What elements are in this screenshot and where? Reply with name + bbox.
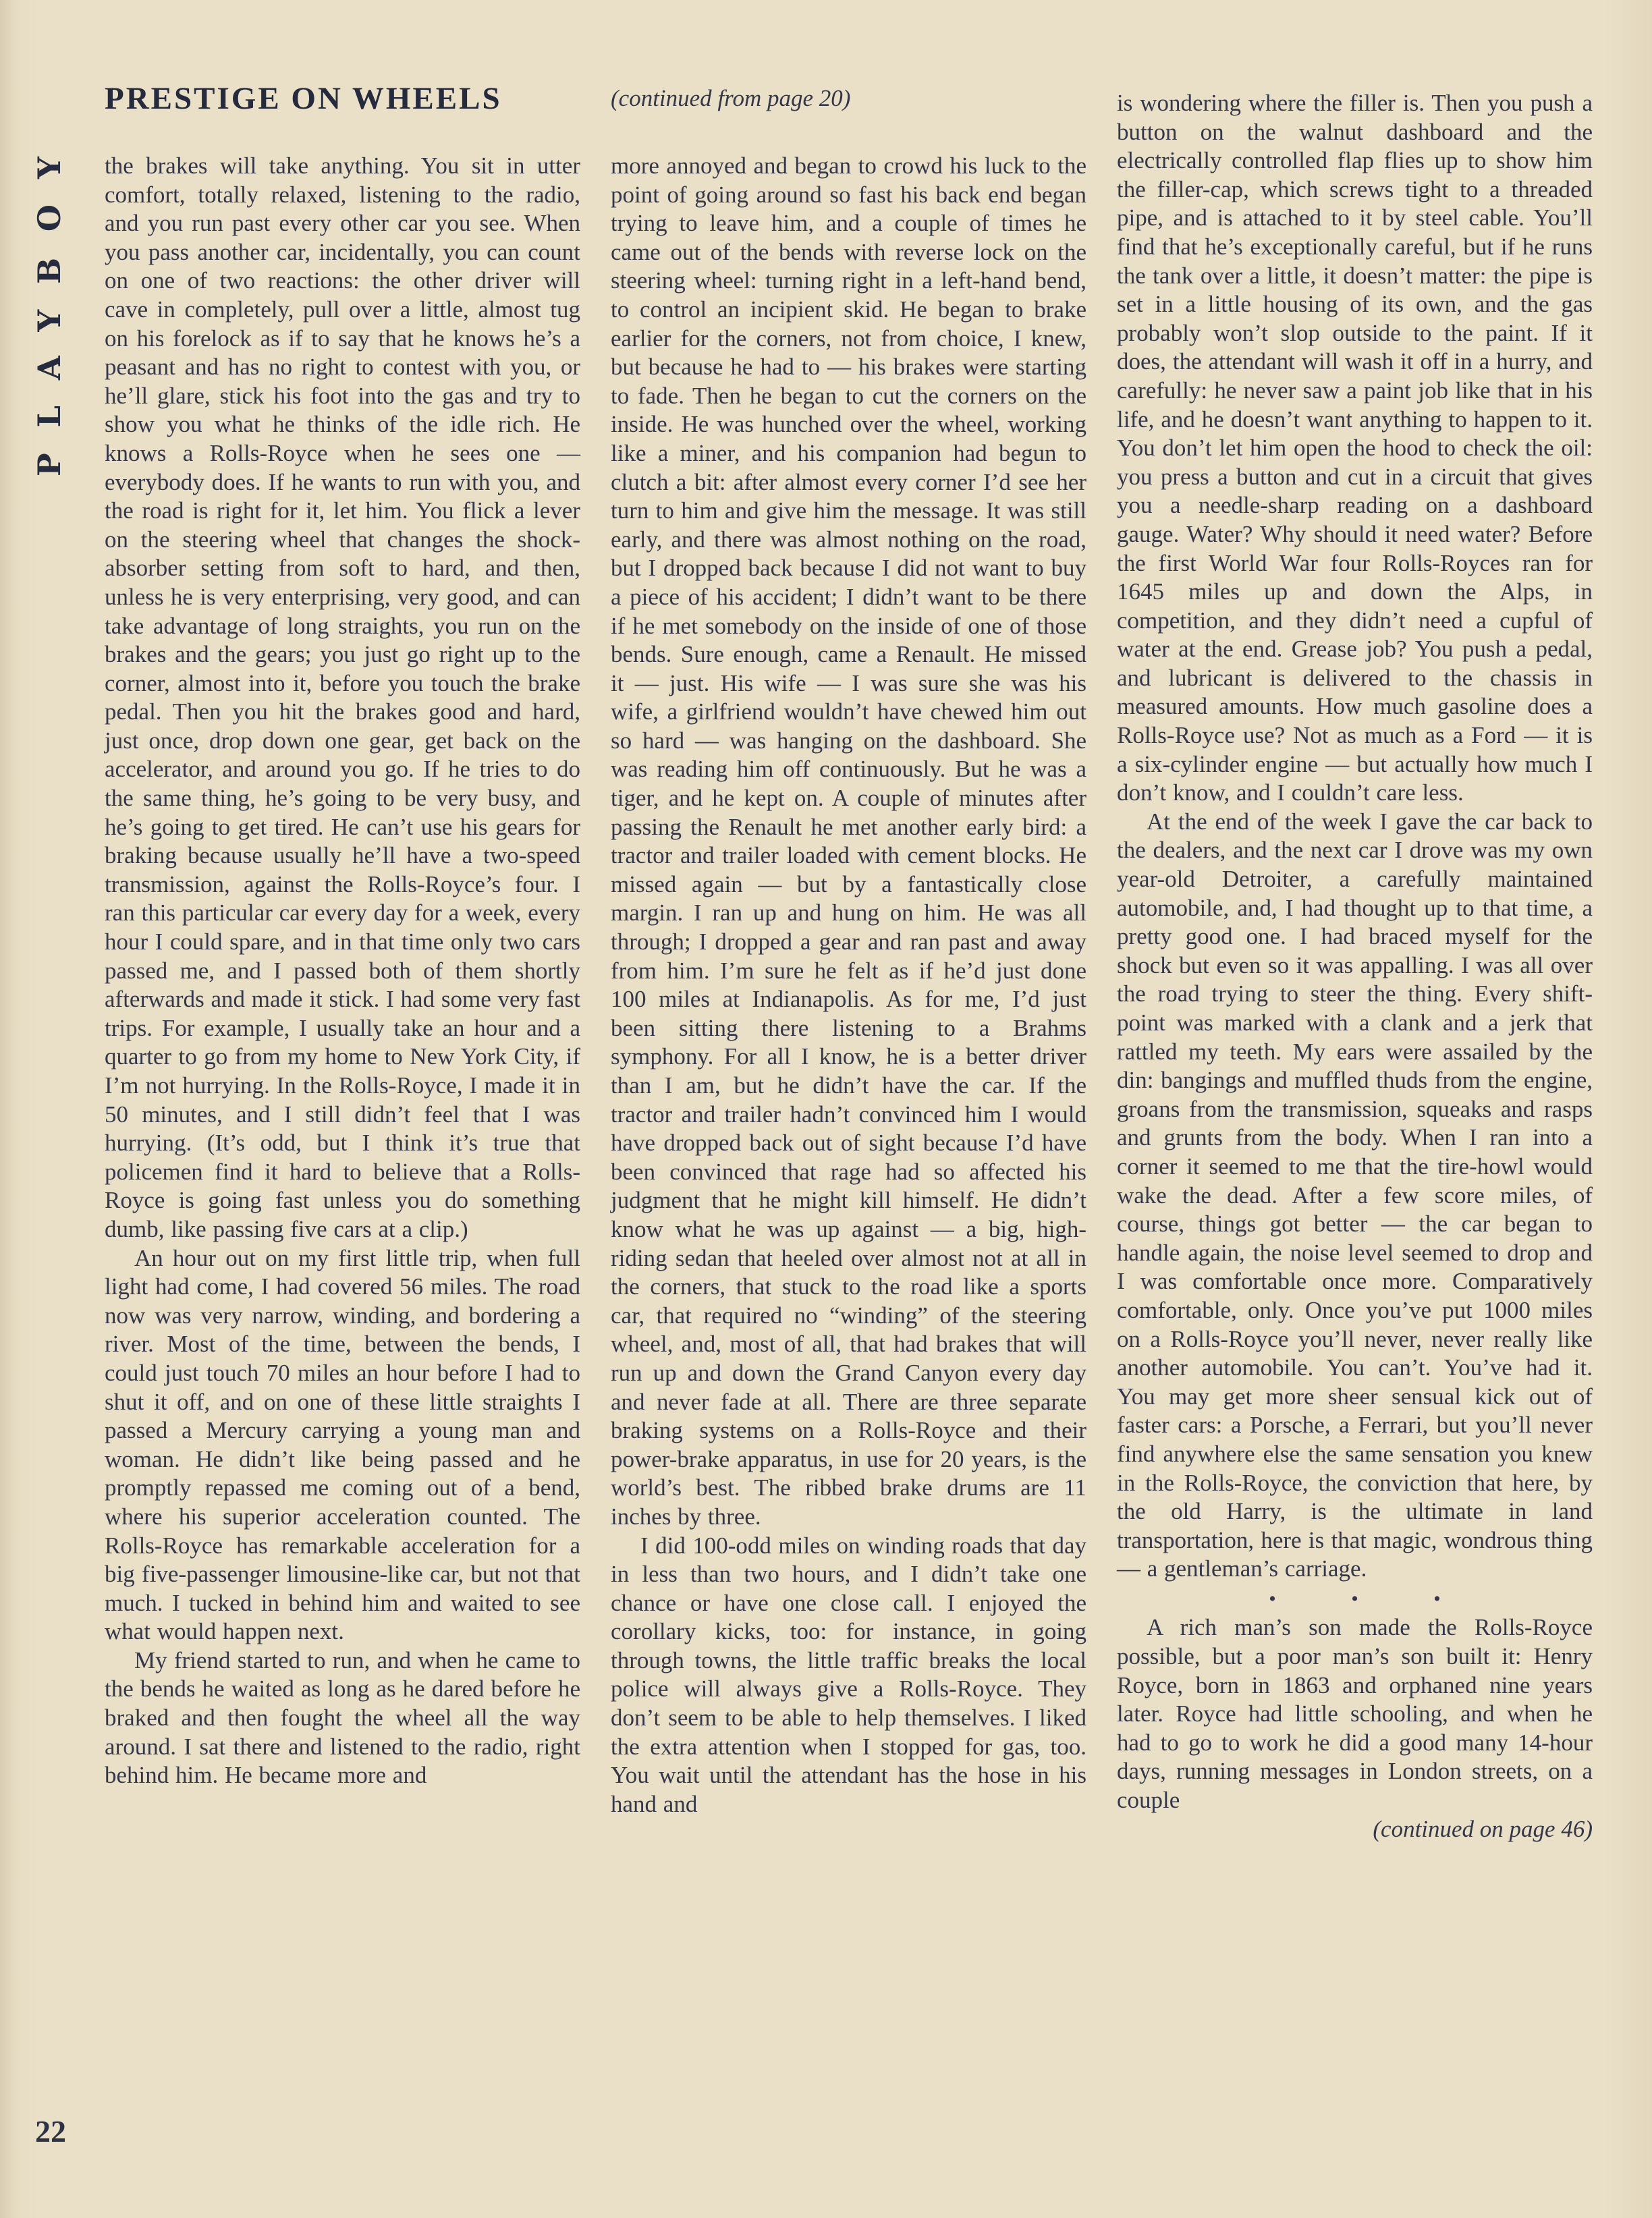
page-number: 22 bbox=[35, 2114, 66, 2148]
paragraph: the brakes will take anything. You sit in utter comfort, totally relaxed, listening to the radio, and you run past every other car you see. When you pass another car, incidentally, you can count on one of two reactions: the other driver will cave in completely, pull over a little, almost tug on his forelock as if to say that he knows he’s a peasant and has no right to contest with you, or he’ll glare, stick his foot into the gas and try to show you what he thinks of the idle rich. He knows a Rolls-Royce when he sees one — everybody does. If he wants to run with you, and the road is right for it, let him. You flick a lever on the steering wheel that changes the shock-absorber setting from soft to hard, and then, unless he is very enterprising, very good, and can take advantage of long straights, you run on the brakes and the gears; you just go right up to the corner, almost into it, before you touch the brake pedal. Then you hit the brakes good and hard, just once, drop down one gear, get back on the accelerator, and around you go. If he tries to do the same thing, he’s going to be very busy, and he’s going to get tired. He can’t use his gears for braking because usually he’ll have a two-speed transmission, against the Rolls-Royce’s four. I ran this particular car every day for a week, every hour I could spare, and in that time only two cars passed me, and I passed both of them shortly afterwards and made it stick. I had some very fast trips. For example, I usually take an hour and a quarter to go from my home to New York City, if I’m not hurrying. In the Rolls-Royce, I made it in 50 minutes, and I still didn’t feel that I was hurrying. (It’s odd, but I think it’s true that policemen find it hard to believe that a Rolls-Royce is going fast unless you do something dumb, like passing five cars at a clip.) bbox=[105, 153, 580, 1242]
article-content bbox=[105, 81, 1593, 1843]
paragraph: I did 100-odd miles on winding roads that day in less than two hours, and I didn’t take one chance or have one close call. I enjoyed the corollary kicks, too: for instance, in going through towns, the little traffic breaks the local police will always give a Rolls-Royce. They don’t seem to be able to help themselves. I liked the extra attention when I stopped for gas, too. You wait until the attendant has the hose in his hand and bbox=[611, 1532, 1086, 1817]
paragraph: At the end of the week I gave the car back to the dealers, and the next car I drove was my own year-old Detroiter, a carefully maintained automobile, and, I had thought up to that time, a pretty good one. I had braced myself for the shock but even so it was appalling. I was all over the road trying to steer the thing. Every shift-point was marked with a clank and a jerk that rattled my teeth. My ears were assailed by the din: bangings and muffled thuds from the engine, groans from the transmission, squeaks and rasps and grunts from the body. When I ran into a corner it seemed to me that the tire-howl would wake the dead. After a few score miles, of course, things got better — the car began to handle again, the noise level seemed to drop and I was comfortable once more. Comparatively comfortable, only. Once you’ve put 1000 miles on a Rolls-Royce you’ll never, never really like another automobile. You can’t. You’ve had it. You may get more sheer sensual kick out of faster cars: a Porsche, a Ferrari, but you’ll never find anywhere else the same sensation you knew in the Rolls-Royce, the conviction that here, by the old Harry, is the ultimate in land transportation, here is that magic, wondrous thing — a gentleman’s carriage. bbox=[1117, 808, 1593, 1582]
paragraph: An hour out on my first little trip, when full light had come, I had covered 56 miles. The road now was very narrow, winding, and bordering a river. Most of the time, between the bends, I could just touch 70 miles an hour before I had to shut it off, and on one of these little straights I passed a Mercury carrying a young man and woman. He didn’t like being passed and he promptly repassed me coming out of a bend, where his superior acceleration counted. The Rolls-Royce has remarkable acceleration for a big five-passenger limousine-like car, but not that much. I tucked in behind him and waited to see what would happen next. bbox=[105, 1244, 580, 1645]
column-1-text bbox=[105, 152, 580, 1790]
column-3 bbox=[1117, 81, 1593, 1843]
paragraph: more annoyed and began to crowd his luck to the point of going around so fast his back end began trying to leave him, and a couple of times he came out of the bends with reverse lock on the steering wheel: turning right in a left-hand bend, to control an incipient skid. He began to brake earlier for the corners, not from choice, I knew, but because he had to — his brakes were starting to fade. Then he began to cut the corners on the inside. He was hunched over the wheel, working like a miner, and his companion had begun to clutch a bit: after almost every corner I’d see her turn to him and give him the message. It was still early, and there was almost nothing on the road, but I dropped back because I did not want to buy a piece of his accident; I didn’t want to be there if he met somebody on the inside of one of those bends. Sure enough, came a Renault. He missed it — just. His wife — I was sure she was his wife, a girlfriend wouldn’t have chewed him out so hard — was hanging on the dashboard. She was reading him off continuously. But he was a tiger, and he kept on. A couple of minutes after passing the Renault he met another early bird: a tractor and trailer loaded with cement blocks. He missed again — but by a fantastically close margin. I ran up and hung on him. He was all through; I dropped a gear and ran past and away from him. I’m sure he felt as if he’d just done 100 miles at Indianapolis. As for me, I’d just been sitting there listening to a Brahms symphony. For all I know, he is a better driver than I am, but he didn’t have the car. If the tractor and trailer hadn’t convinced him I would have dropped back out of sight because I’d have been convinced that rage had so affected his judgment that he might kill himself. He didn’t know what he was up against — a big, high-riding sedan that heeled over almost not at all in the corners, that stuck to the road like a sports car, that required no “winding” of the steering wheel, and, most of all, that had brakes that will run up and down the Grand Canyon every day and never fade at all. There are three separate braking systems on a Rolls-Royce and their power-brake apparatus, in use for 20 years, is the world’s best. The ribbed brake drums are 11 inches by three. bbox=[611, 153, 1086, 1530]
paragraph: is wondering where the filler is. Then you push a button on the walnut dashboard and the electrically controlled flap flies up to show him the filler-cap, which screws tight to a threaded pipe, and is attached to it by steel cable. You’ll find that he’s exceptionally careful, but if he runs the tank over a little, it doesn’t matter: the pipe is set in a little housing of its own, and the gas probably won’t slop outside to the paint. If it does, the attendant will wash it off in a hurry, and carefully: he never saw a paint job like that in his life, and he doesn’t want anything to happen to it. You don’t let him open the hood to check the oil: you press a button and cut in a circuit that gives you a needle-sharp reading on a dashboard gauge. Water? Why should it need water? Before the first World War four Rolls-Royces ran for 1645 miles up and down the Alps, in competition, and they didn’t need a cupful of water at the end. Grease job? You push a pedal, and lubricant is delivered to the chassis in measured amounts. How much gasoline does a Rolls-Royce use? Not as much as a Ford — it is a six-cylinder engine — but actually how much I don’t know, and I couldn’t care less. bbox=[1117, 90, 1593, 806]
column-2-text bbox=[611, 152, 1086, 1819]
column-3-text bbox=[1117, 89, 1593, 1843]
continued-on-note: (continued on page 46) bbox=[1373, 1815, 1593, 1842]
paragraph: My friend started to run, and when he came to the bends he waited as long as he dared before he braked and then fought the wheel all the way around. I sat there and listened to the radio, right behind him. He became more and bbox=[105, 1646, 580, 1789]
continued-from-note: (continued from page 20) bbox=[611, 85, 851, 111]
column-2 bbox=[611, 81, 1086, 1843]
paragraph: A rich man’s son made the Rolls-Royce possible, but a poor man’s son built it: Henry Royce, born in 1863 and orphaned nine years later. Royce had little schooling, and when he had to go to work he did a good many 14-hour days, running messages in London streets, on a couple bbox=[1117, 1614, 1593, 1814]
magazine-spine-text: PLAYBOY bbox=[31, 131, 67, 476]
section-separator-dots: • • • bbox=[1269, 1587, 1441, 1610]
column-1 bbox=[105, 81, 580, 1843]
article-title: PRESTIGE ON WHEELS bbox=[105, 81, 502, 116]
